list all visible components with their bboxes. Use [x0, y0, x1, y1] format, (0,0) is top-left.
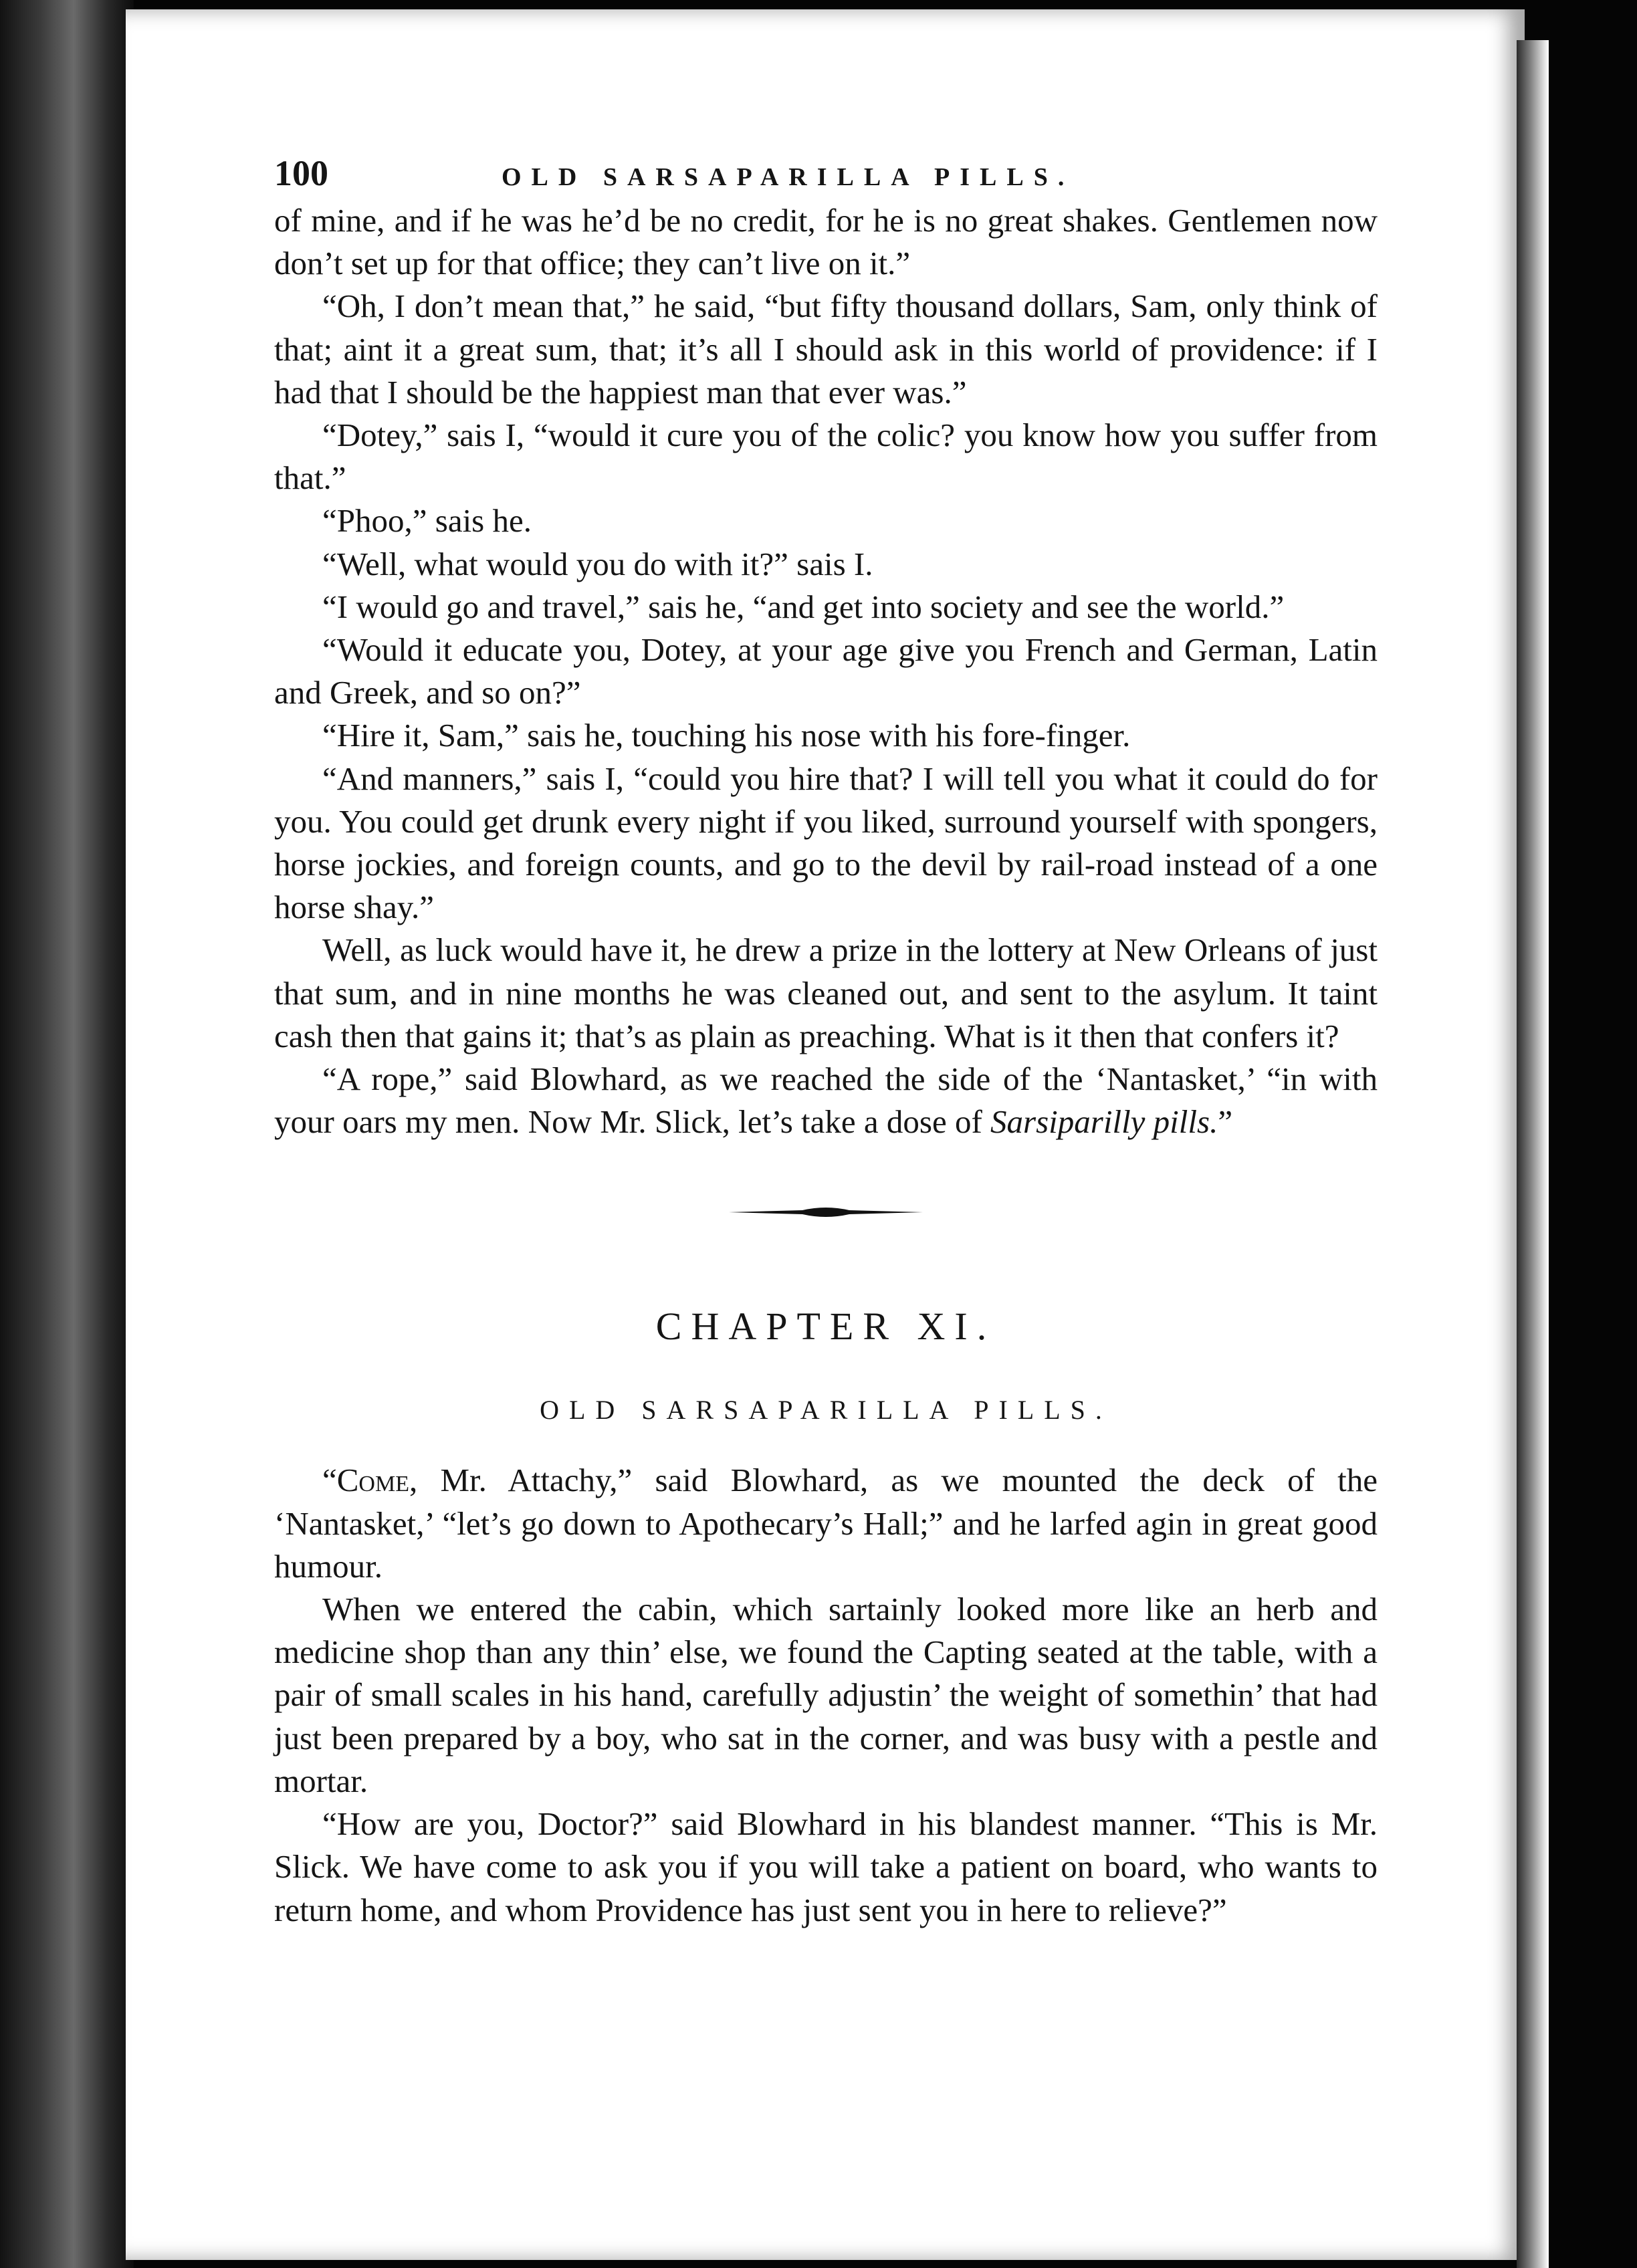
paragraph: Well, as luck would have it, he drew a prize in the lottery at New Orleans of just that sum, and in nine months he was cleaned out, and sent to the asylum. It taint cash then that gains it; that’s as plain as preaching. What is it then that confers it? — [274, 931, 1378, 1054]
page-content — [274, 152, 1378, 1932]
paragraph — [274, 1058, 1378, 1143]
paragraph: “And manners,” sais I, “could you hire that? I will tell you what it could do for you. You could get drunk every night if you liked, surround yourself with spongers, horse jockies, and foreign counts, and go to the devil by rail-road instead of a one horse shay.” — [274, 760, 1378, 926]
book-spine-edge — [0, 0, 134, 2268]
running-title: OLD SARSAPARILLA PILLS. — [502, 163, 1075, 191]
paragraph: “How are you, Doctor?” said Blowhard in his blandest manner. “This is Mr. Slick. We have come to ask you if you will take a patient on board, who wants to return home, and whom Providence has just sent you in here to relieve?” — [274, 1805, 1378, 1928]
chapter-heading: CHAPTER XI. — [655, 1305, 996, 1349]
lead-word: “Come, — [322, 1462, 418, 1499]
paragraph: When we entered the cabin, which sartainly looked more like an herb and medicine shop than any thin’ else, we found the Capting seated at the table, with a pair of small scales in his hand, carefully adjustin’ the weight of somethin’ that had just been prepared by a boy, who sat in the corner, and was busy with a pestle and mortar. — [274, 1591, 1378, 1799]
paragraph: “Dotey,” sais I, “would it cure you of the colic? you know how you suffer from that.” — [274, 417, 1378, 497]
paragraph-text: Mr. Attachy,” said Blowhard, as we mounted the deck of the ‘Nantasket,’ “let’s go down to Apothecary’s Hall;” and he larfed agin in great good humour. — [274, 1462, 1378, 1585]
paragraph-continued: of mine, and if he was he’d be no credit, for he is no great shakes. Gentlemen now don’t set up for that office; they can’t live on it.” — [274, 202, 1378, 282]
paragraph: “I would go and travel,” sais he, “and get into society and see the world.” — [322, 588, 1285, 625]
page-stack-edge — [1517, 40, 1549, 2268]
paragraph: “Would it educate you, Dotey, at your age give you French and German, Latin and Greek, and so on?” — [274, 631, 1378, 711]
page-number: 100 — [274, 153, 328, 193]
italic-text: Sarsiparilly pills. — [990, 1103, 1218, 1141]
paragraph — [274, 1459, 1378, 1588]
chapter-title: OLD SARSAPARILLA PILLS. — [540, 1395, 1112, 1426]
paragraph: “Oh, I don’t mean that,” he said, “but fifty thousand dollars, Sam, only think of that; aint it a great sum, that; it’s all I should ask in this world of providence: if I had that I should be the happiest man that ever was.” — [274, 288, 1378, 411]
paragraph: “Well, what would you do with it?” sais I. — [322, 545, 873, 582]
paragraph: “Hire it, Sam,” sais he, touching his nose with his fore-finger. — [322, 717, 1131, 754]
closing-quote: ” — [1218, 1103, 1233, 1141]
running-head — [274, 152, 1378, 199]
paragraph-text: “A rope,” said Blowhard, as we reached the side of the ‘Nantasket,’ “in with your oars my men. Now Mr. Slick, let’s take a dose of — [274, 1060, 1378, 1141]
section-ornament — [729, 1204, 923, 1221]
paragraph: “Phoo,” sais he. — [322, 502, 532, 540]
